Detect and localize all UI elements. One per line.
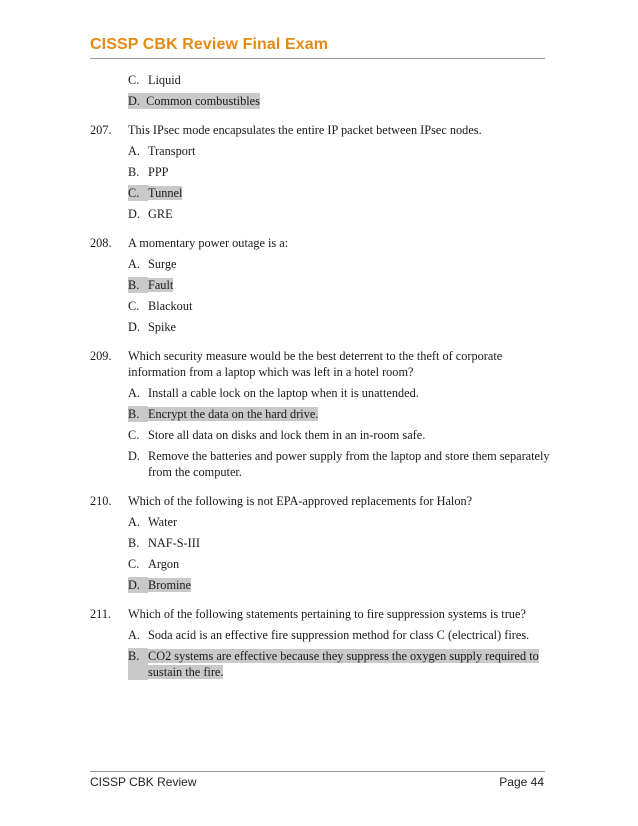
page-number: Page 44 (499, 775, 544, 789)
question-210 (90, 493, 550, 593)
option-letter: A. (128, 386, 140, 400)
option-letter: D. (128, 207, 140, 221)
option-letter: D. (128, 320, 140, 334)
question-text: Which of the following statements pertaining to fire suppression systems is true? (128, 607, 526, 621)
question-number: 211. (90, 607, 112, 621)
option-text (148, 277, 550, 293)
option-text: PPP (148, 165, 169, 179)
option-d (128, 448, 550, 480)
option-text: GRE (148, 207, 173, 221)
option-d (128, 577, 550, 593)
answer-highlight: Tunnel (148, 186, 183, 200)
question-number: 210. (90, 494, 112, 508)
option-letter: D. (128, 577, 148, 593)
option-letter: A. (128, 628, 140, 642)
option-a (128, 385, 550, 401)
question-list (90, 122, 550, 680)
option-letter: C. (128, 185, 148, 201)
question-text: Which security measure would be the best deterrent to the theft of corporate information from a laptop which was left in a hotel room? (128, 349, 503, 379)
option-text (148, 648, 550, 680)
option-a (128, 256, 550, 272)
footer-divider (90, 771, 545, 772)
option-b (128, 648, 550, 680)
option-letter: B. (128, 536, 140, 550)
option-letter: B. (128, 648, 148, 680)
option-letter: A. (128, 144, 140, 158)
question-stem (90, 122, 550, 138)
option-a (128, 143, 550, 159)
option-letter: A. (128, 257, 140, 271)
option-b (128, 277, 550, 293)
header-divider (90, 58, 545, 59)
question-211 (90, 606, 550, 680)
answer-highlight: Encrypt the data on the hard drive. (148, 407, 319, 421)
question-text: A momentary power outage is a: (128, 236, 289, 250)
question-stem (90, 606, 550, 622)
option-text: Remove the batteries and power supply from the laptop and store them separately from the computer. (148, 449, 550, 479)
option-c: C. Liquid (128, 73, 181, 87)
page-header-title: CISSP CBK Review Final Exam (90, 36, 329, 53)
option-c (128, 185, 550, 201)
option-letter: B. (128, 277, 148, 293)
option-c (128, 427, 550, 443)
question-209 (90, 348, 550, 480)
option-text: Store all data on disks and lock them in an in-room safe. (148, 428, 426, 442)
option-text (148, 406, 550, 422)
option-text: Argon (148, 557, 180, 571)
option-d (128, 319, 550, 335)
option-text: Install a cable lock on the laptop when it is unattended. (148, 386, 419, 400)
question-207 (90, 122, 550, 222)
option-letter: B. (128, 165, 140, 179)
option-text: Blackout (148, 299, 193, 313)
option-b (128, 406, 550, 422)
option-c (128, 556, 550, 572)
carryover-options (90, 72, 550, 109)
question-text: This IPsec mode encapsulates the entire IP packet between IPsec nodes. (128, 123, 482, 137)
option-b (128, 164, 550, 180)
option-letter: C. (128, 428, 140, 442)
option-text (148, 577, 550, 593)
option-text: Water (148, 515, 178, 529)
option-a (128, 627, 550, 643)
question-number: 209. (90, 349, 112, 363)
option-text: Spike (148, 320, 177, 334)
question-number: 208. (90, 236, 112, 250)
answer-highlight: D. Common combustibles (128, 94, 260, 108)
option-letter: D. (128, 449, 140, 463)
option-b (128, 535, 550, 551)
option-text: Transport (148, 144, 196, 158)
answer-highlight: CO2 systems are effective because they suppress the oxygen supply required to sustain the fire. (148, 649, 539, 679)
footer-title: CISSP CBK Review (90, 775, 197, 789)
option-text: Soda acid is an effective fire suppression method for class C (electrical) fires. (148, 628, 530, 642)
question-stem (90, 493, 550, 509)
option-d (128, 206, 550, 222)
question-number: 207. (90, 123, 112, 137)
option-letter: C. (128, 557, 140, 571)
option-c (128, 298, 550, 314)
option-letter: A. (128, 515, 140, 529)
option-text (148, 185, 550, 201)
answer-highlight: Fault (148, 278, 174, 292)
option-a (128, 514, 550, 530)
option-text: NAF-S-III (148, 536, 200, 550)
question-stem (90, 235, 550, 251)
answer-highlight: Bromine (148, 578, 192, 592)
question-208 (90, 235, 550, 335)
question-text: Which of the following is not EPA-approved replacements for Halon? (128, 494, 473, 508)
option-letter: B. (128, 406, 148, 422)
option-text: Surge (148, 257, 177, 271)
option-d (128, 93, 550, 109)
exam-content (90, 72, 550, 680)
option-letter: C. (128, 299, 140, 313)
question-stem (90, 348, 550, 380)
